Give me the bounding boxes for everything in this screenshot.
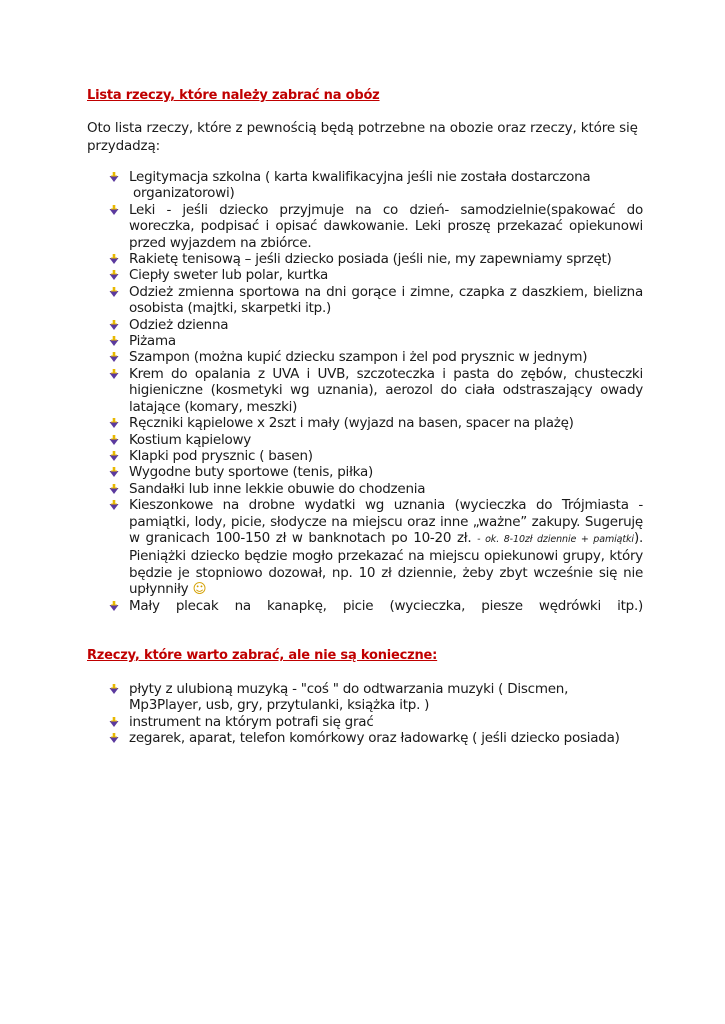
list-item: Odzież zmienna sportowa na dni gorące i zimne, czapka z daszkiem, bielizna osobista (majtki, skarpetki itp.) (107, 284, 643, 317)
list-item: Wygodne buty sportowe (tenis, piłka) (107, 464, 643, 480)
list-item: zegarek, aparat, telefon komórkowy oraz ładowarkę ( jeśli dziecko posiada) (107, 730, 643, 746)
list-item: instrument na którym potrafi się grać (107, 714, 643, 730)
arrow-bullet-icon (108, 683, 120, 695)
list-item: Klapki pod prysznic ( basen) (107, 448, 643, 464)
list-item: Krem do opalania z UVA i UVB, szczoteczka i pasta do zębów, chusteczki higieniczne (kosmetyki wg uznania), aerozol do ciała odstraszający owady latające (komary, meszki) (107, 366, 643, 415)
list-item: Mały plecak na kanapkę, picie (wycieczka, piesze wędrówki itp.) (107, 598, 643, 614)
list-item: Odzież dzienna (107, 317, 643, 333)
main-list-heading: Lista rzeczy, które należy zabrać na obóz (87, 88, 380, 103)
list-item: Kostium kąpielowy (107, 432, 643, 448)
list-item: Kieszonkowe na drobne wydatki wg uznania (wycieczka do Trójmiasta - pamiątki, lody, picie, słodycze na miejscu oraz inne „ważne” zakupy. Sugeruję w granicach 100-150 zł w banknotach po 10-20 zł. - ok. 8-10zł dziennie + pamiątki). Pieniążki dziecko będzie mogło przekazać na miejscu opiekunowi grupy, który będzie je stopniowo dozował, np. 10 zł dziennie, żeby zbyt wcześnie się nie upłynniły ☺ (107, 497, 643, 597)
arrow-bullet-icon (108, 286, 120, 298)
list-item: Piżama (107, 333, 643, 349)
arrow-bullet-icon (108, 716, 120, 728)
arrow-bullet-icon (108, 253, 120, 265)
intro-paragraph: Oto lista rzeczy, które z pewnością będą potrzebne na obozie oraz rzeczy, które się przydadzą: (87, 120, 638, 154)
arrow-bullet-icon (108, 351, 120, 363)
arrow-bullet-icon (108, 368, 120, 380)
arrow-bullet-icon (108, 483, 120, 495)
arrow-bullet-icon (108, 171, 120, 183)
arrow-bullet-icon (108, 434, 120, 446)
list-item: Rakietę tenisową – jeśli dziecko posiada (jeśli nie, my zapewniamy sprzęt) (107, 251, 643, 267)
list-item: Legitymacja szkolna ( karta kwalifikacyjna jeśli nie została dostarczona organizatorowi) (107, 169, 643, 202)
arrow-bullet-icon (108, 204, 120, 216)
list-item: Sandałki lub inne lekkie obuwie do chodzenia (107, 481, 643, 497)
arrow-bullet-icon (108, 732, 120, 744)
allowance-note: - ok. 8-10zł dziennie + pamiątki (477, 533, 634, 545)
arrow-bullet-icon (108, 499, 120, 511)
extra-item-list (107, 681, 643, 747)
list-item: Leki - jeśli dziecko przyjmuje na co dzień- samodzielnie(spakować do woreczka, podpisać i opisać dawkowanie. Leki proszę przekazać opiekunowi przed wyjazdem na zbiórce. (107, 202, 643, 251)
arrow-bullet-icon (108, 600, 120, 612)
list-item: Szampon (można kupić dziecku szampon i żel pod prysznic w jednym) (107, 349, 643, 365)
extra-list-heading: Rzeczy, które warto zabrać, ale nie są konieczne: (87, 648, 438, 663)
arrow-bullet-icon (108, 466, 120, 478)
smiley-icon: ☺ (192, 581, 207, 598)
arrow-bullet-icon (108, 319, 120, 331)
arrow-bullet-icon (108, 269, 120, 281)
list-item: Ciepły sweter lub polar, kurtka (107, 267, 643, 283)
list-item: płyty z ulubioną muzyką - "coś " do odtwarzania muzyki ( Discmen, Mp3Player, usb, gry, przytulanki, książka itp. ) (107, 681, 643, 714)
arrow-bullet-icon (108, 335, 120, 347)
arrow-bullet-icon (108, 417, 120, 429)
main-item-list (107, 169, 643, 614)
list-item: Ręczniki kąpielowe x 2szt i mały (wyjazd na basen, spacer na plażę) (107, 415, 643, 431)
arrow-bullet-icon (108, 450, 120, 462)
